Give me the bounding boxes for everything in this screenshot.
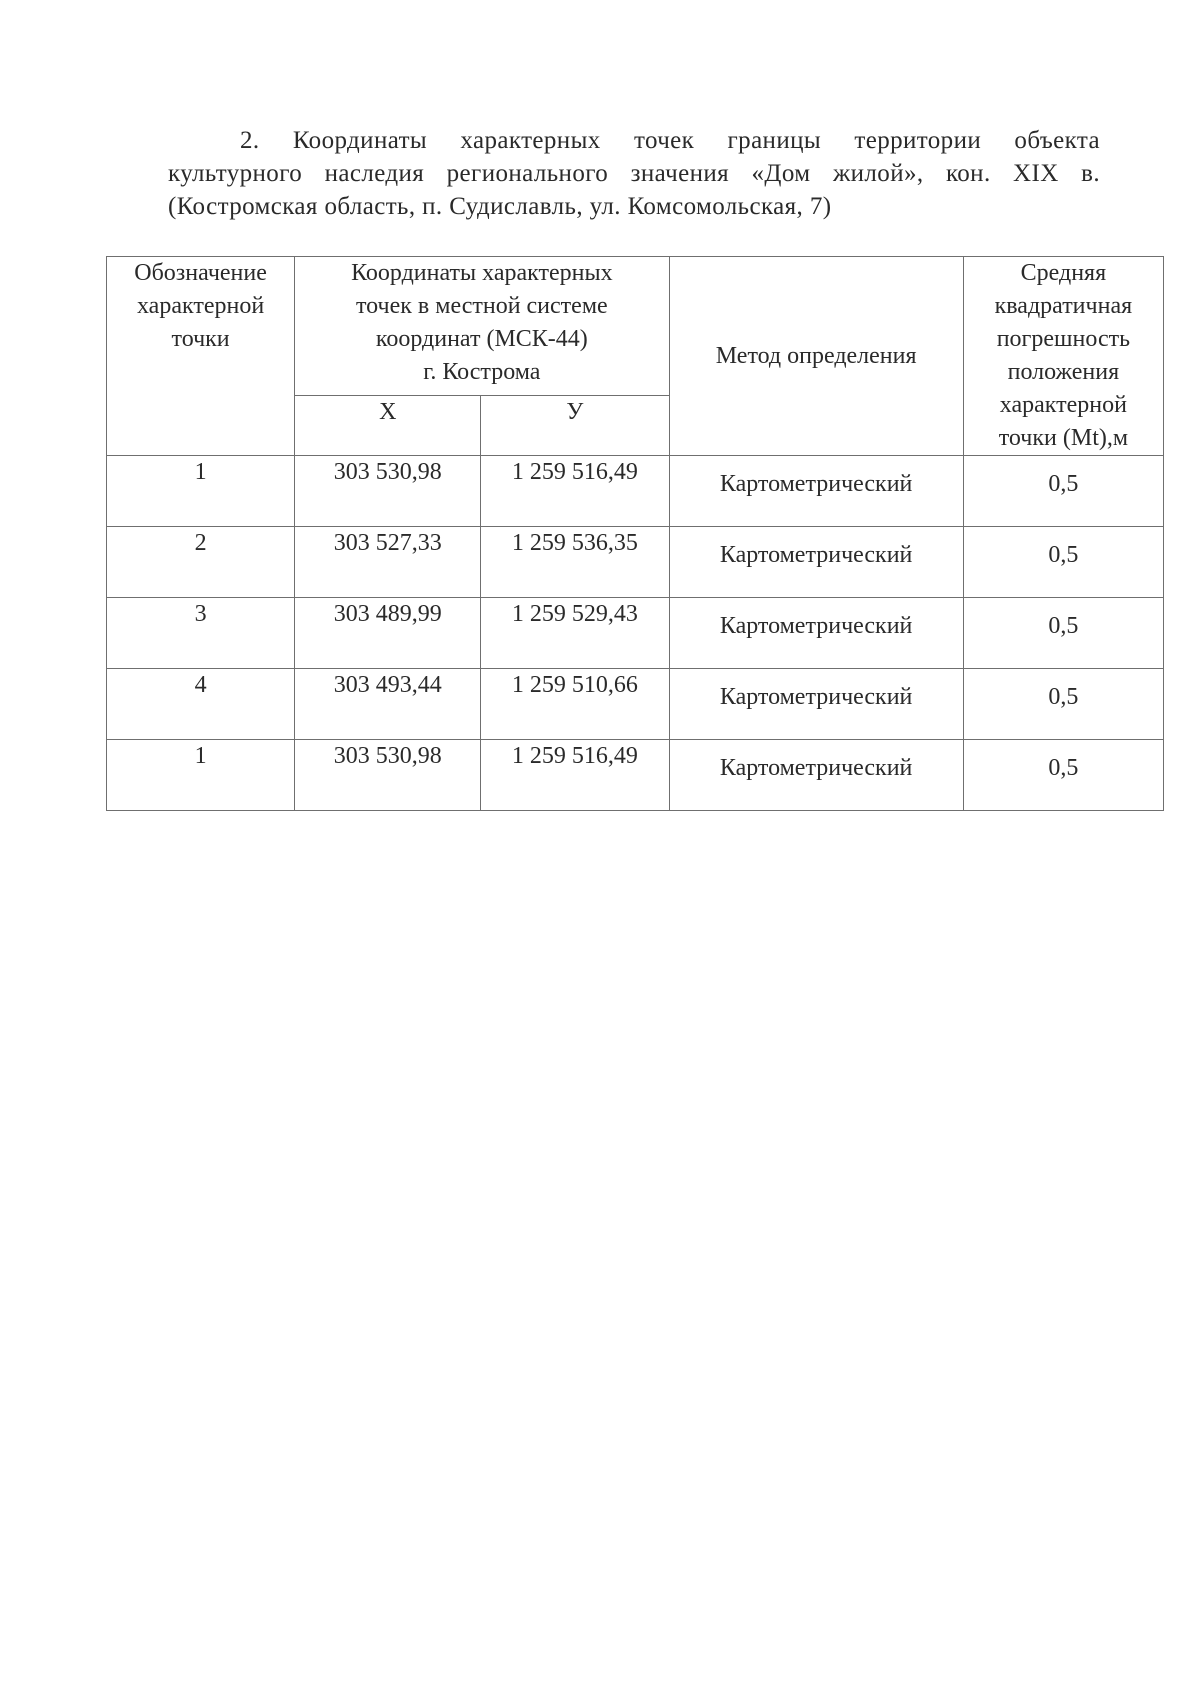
cell-method: Картометрический: [669, 598, 963, 669]
cell-x: 303 489,99: [295, 598, 481, 669]
header-y: У: [481, 396, 669, 456]
cell-point: 1: [107, 456, 295, 527]
header-method: Метод определения: [669, 257, 963, 456]
cell-x: 303 493,44: [295, 669, 481, 740]
table-row: [107, 527, 1164, 598]
cell-error: 0,5: [963, 456, 1163, 527]
cell-method: Картометрический: [669, 527, 963, 598]
header-mean-square-error: Средняя квадратичная погрешность положения характерной точки (Mt),м: [963, 257, 1163, 456]
cell-error: 0,5: [963, 527, 1163, 598]
section-heading: [168, 124, 1100, 223]
cell-point: 2: [107, 527, 295, 598]
cell-y: 1 259 536,35: [481, 527, 669, 598]
table-row: [107, 456, 1164, 527]
header-x: Х: [295, 396, 481, 456]
cell-error: 0,5: [963, 598, 1163, 669]
table-row: [107, 598, 1164, 669]
header-coordinates: Координаты характерных точек в местной системе координат (МСК-44) г. Кострома: [295, 257, 669, 396]
cell-method: Картометрический: [669, 669, 963, 740]
cell-method: Картометрический: [669, 740, 963, 811]
coordinates-table: [106, 256, 1164, 811]
cell-y: 1 259 516,49: [481, 740, 669, 811]
cell-x: 303 530,98: [295, 740, 481, 811]
heading-line-2: культурного наследия регионального значения «Дом жилой», кон. XIX в.: [168, 160, 1100, 187]
cell-point: 1: [107, 740, 295, 811]
cell-error: 0,5: [963, 669, 1163, 740]
heading-line-3: (Костромская область, п. Судиславль, ул. Комсомольская, 7): [168, 193, 832, 220]
table-row: [107, 740, 1164, 811]
cell-y: 1 259 529,43: [481, 598, 669, 669]
cell-method: Картометрический: [669, 456, 963, 527]
cell-point: 4: [107, 669, 295, 740]
cell-point: 3: [107, 598, 295, 669]
cell-x: 303 527,33: [295, 527, 481, 598]
cell-error: 0,5: [963, 740, 1163, 811]
header-point-designation: Обозначение характерной точки: [107, 257, 295, 456]
cell-y: 1 259 510,66: [481, 669, 669, 740]
table-row: [107, 669, 1164, 740]
cell-x: 303 530,98: [295, 456, 481, 527]
heading-line-1: 2. Координаты характерных точек границы территории объекта: [240, 127, 1100, 154]
cell-y: 1 259 516,49: [481, 456, 669, 527]
